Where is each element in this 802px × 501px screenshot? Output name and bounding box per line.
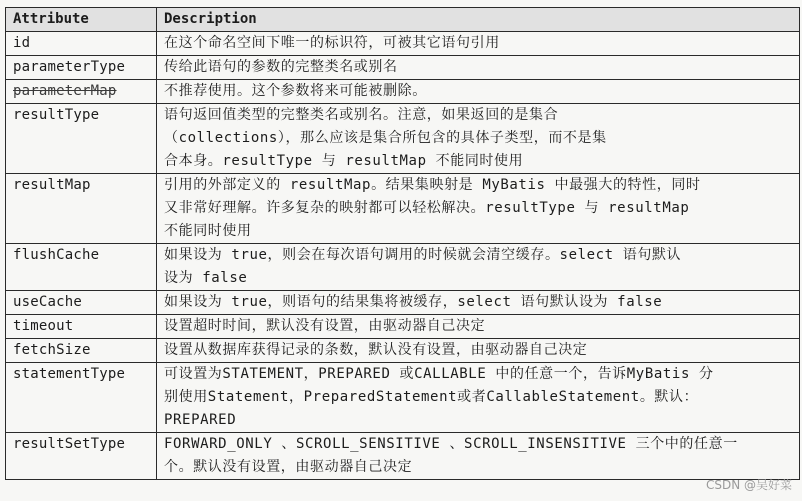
attribute-cell: statementType — [6, 363, 157, 433]
header-description: Description — [157, 8, 800, 32]
table-row — [6, 433, 800, 480]
description-cell: 设置超时时间，默认没有设置，由驱动器自己决定 — [157, 315, 800, 339]
attribute-cell: resultType — [6, 104, 157, 174]
header-attribute: Attribute — [6, 8, 157, 32]
table-row — [6, 244, 800, 291]
table-row — [6, 315, 800, 339]
table-header-row — [6, 8, 800, 32]
table-row — [6, 291, 800, 315]
table-row — [6, 32, 800, 56]
description-cell: 语句返回值类型的完整类名或别名。注意，如果返回的是集合 （collections），那么应该是集合所包含的具体子类型，而不是集 合本身。resultType 与 resultMap 不能同时使用 — [157, 104, 800, 174]
table-row — [6, 104, 800, 174]
description-cell: 引用的外部定义的 resultMap。结果集映射是 MyBatis 中最强大的特性，同时 又非常好理解。许多复杂的映射都可以轻松解决。resultType 与 resultMap 不能同时使用 — [157, 174, 800, 244]
attribute-cell: resultMap — [6, 174, 157, 244]
attribute-table — [5, 7, 800, 480]
description-cell: FORWARD_ONLY 、SCROLL_SENSITIVE 、SCROLL_INSENSITIVE 三个中的任意一 个。默认没有设置，由驱动器自己决定 — [157, 433, 800, 480]
attribute-cell: flushCache — [6, 244, 157, 291]
description-cell: 如果设为 true，则会在每次语句调用的时候就会清空缓存。select 语句默认 设为 false — [157, 244, 800, 291]
attribute-cell: id — [6, 32, 157, 56]
attribute-cell: useCache — [6, 291, 157, 315]
attribute-cell-deprecated: parameterMap — [6, 80, 157, 104]
table-row — [6, 56, 800, 80]
table-row — [6, 339, 800, 363]
table-row — [6, 80, 800, 104]
description-cell: 传给此语句的参数的完整类名或别名 — [157, 56, 800, 80]
csdn-watermark: CSDN @吴好菜 — [705, 478, 792, 492]
table-row — [6, 363, 800, 433]
table-row — [6, 174, 800, 244]
description-cell: 如果设为 true，则语句的结果集将被缓存，select 语句默认设为 false — [157, 291, 800, 315]
attribute-cell: parameterType — [6, 56, 157, 80]
attribute-cell: timeout — [6, 315, 157, 339]
description-cell: 在这个命名空间下唯一的标识符，可被其它语句引用 — [157, 32, 800, 56]
attribute-cell: resultSetType — [6, 433, 157, 480]
description-cell: 设置从数据库获得记录的条数，默认没有设置，由驱动器自己决定 — [157, 339, 800, 363]
description-cell: 不推荐使用。这个参数将来可能被删除。 — [157, 80, 800, 104]
description-cell: 可设置为STATEMENT，PREPARED 或CALLABLE 中的任意一个，告诉MyBatis 分 别使用Statement，PreparedStatement或者CallableStatement。默认： PREPARED — [157, 363, 800, 433]
attribute-cell: fetchSize — [6, 339, 157, 363]
